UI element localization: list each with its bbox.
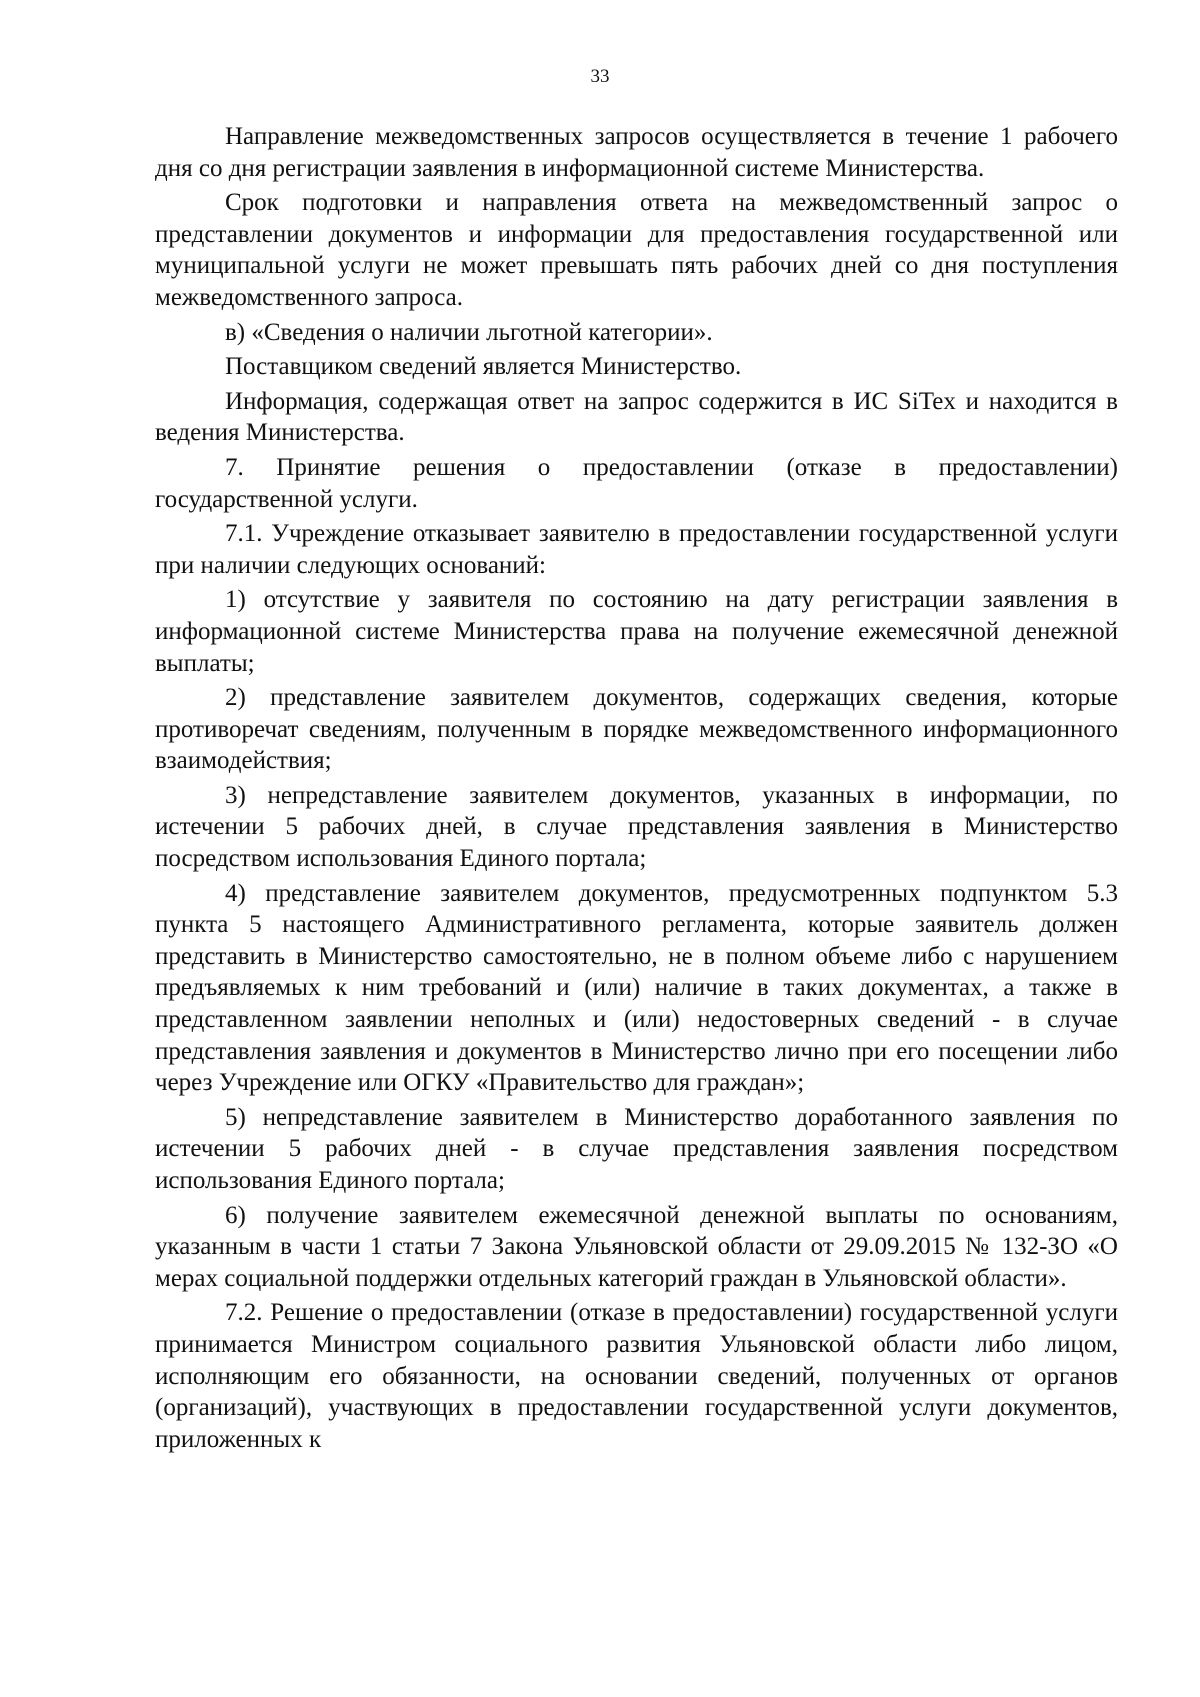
list-item-2: 2) представление заявителем документов, содержащих сведения, которые противоречат сведениям, полученным в порядке межведомственного информационного взаимодействия; [155,684,1118,775]
paragraph-sitex-info: Информация, содержащая ответ на запрос содержится в ИС SiTex и находится в ведения Министерства. [155,387,1118,447]
paragraph-data-provider: Поставщиком сведений является Министерство. [225,353,742,381]
section-7-1: 7.1. Учреждение отказывает заявителю в предоставлении государственной услуги при наличии следующих оснований: [155,520,1118,579]
paragraph-interagency-requests-timing: Направление межведомственных запросов осуществляется в течение 1 рабочего дня со дня регистрации заявления в информационной системе Министерства. [155,123,1118,182]
section-7-2: 7.2. Решение о предоставлении (отказе в предоставлении) государственной услуги принимается Министром социального развития Ульяновской области либо лицом, исполняющим его обязанности, на основании сведений, полученных от органов (организаций), участвующих в предоставлении государственной услуги документов, приложенных к [155,1299,1118,1453]
document-body [155,121,1118,1458]
list-item-4: 4) представление заявителем документов, предусмотренных подпунктом 5.3 пункта 5 настоящего Административного регламента, которые заявитель должен представить в Министерство самостоятельно, не в полном объеме либо с нарушением предъявляемых к ним требований и (или) наличие в таких документах, а также в представленном заявлении неполных и (или) недостоверных сведений - в случае представления заявления и документов в Министерство лично при его посещении либо через Учреждение или ОГКУ «Правительство для граждан»; [155,879,1118,1097]
list-item-3: 3) непредставление заявителем документов, указанных в информации, по истечении 5 рабочих дней, в случае представления заявления в Министерство посредством использования Единого портала; [155,781,1118,873]
section-heading-7: 7. Принятие решения о предоставлении (отказе в предоставлении) государственной услуги. [155,453,1118,513]
paragraph-preferential-category: в) «Сведения о наличии льготной категории». [225,318,713,346]
page-number: 33 [590,66,610,87]
list-item-6: 6) получение заявителем ежемесячной денежной выплаты по основаниям, указанным в части 1 статьи 7 Закона Ульяновской области от 29.09.2015 № 132-ЗО «О мерах социальной поддержки отдельных категорий граждан в Ульяновской области». [155,1201,1118,1292]
list-item-1: 1) отсутствие у заявителя по состоянию на дату регистрации заявления в информационной системе Министерства права на получение ежемесячной денежной выплаты; [155,586,1118,677]
list-item-5: 5) непредставление заявителем в Министерство доработанного заявления по истечении 5 рабочих дней - в случае представления заявления посредством использования Единого портала; [155,1103,1118,1194]
paragraph-response-deadline: Срок подготовки и направления ответа на межведомственный запрос о представлении документов и информации для предоставления государственной или муниципальной услуги не может превышать пять рабочих дней со дня поступления межведомственного запроса. [155,189,1118,311]
